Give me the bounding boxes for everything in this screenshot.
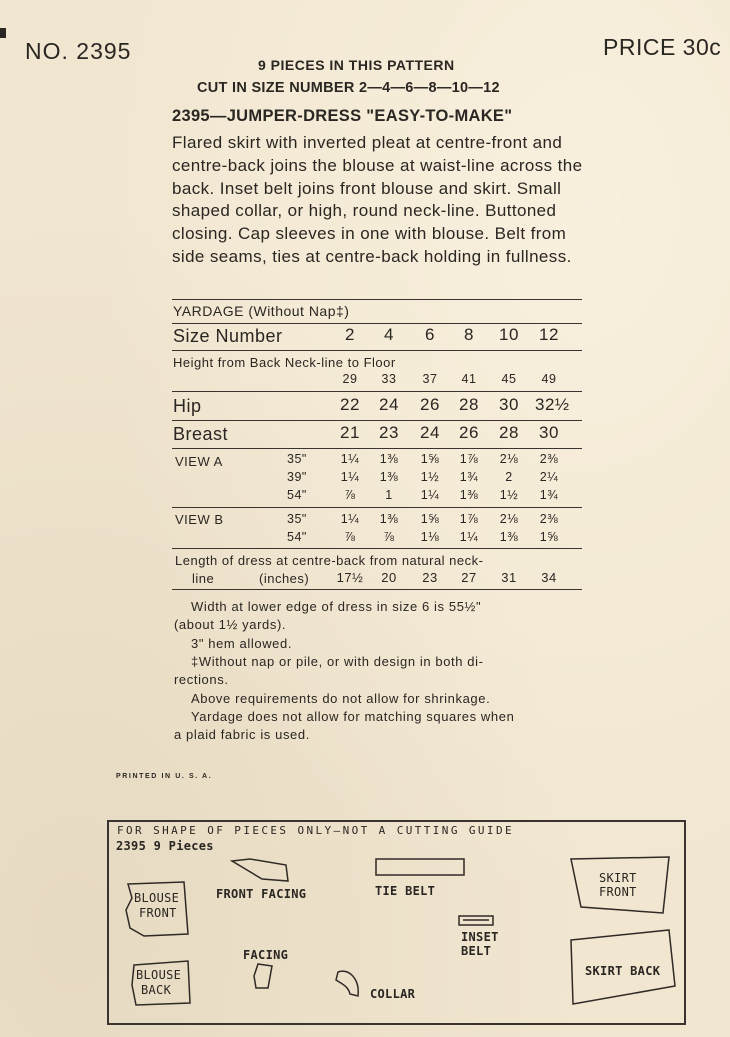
pieces-diagram — [107, 820, 686, 1025]
view-b-cell-1-2: 1⅛ — [420, 530, 440, 544]
length-cell-4: 31 — [501, 570, 517, 585]
view-b-cell-1-1: ⅞ — [383, 530, 395, 544]
view-a-cell-2-5: 1¾ — [539, 488, 559, 502]
height-cell-2: 37 — [422, 372, 438, 386]
view-a-cell-1-0: 1¼ — [340, 470, 360, 484]
length-cell-5: 34 — [541, 570, 557, 585]
view-a-width-2: 54" — [287, 488, 307, 502]
size-cell-1: 4 — [384, 325, 394, 344]
view-a-width-1: 39" — [287, 470, 307, 484]
note-width-1: Width at lower edge of dress in size 6 is 55½" — [191, 599, 482, 614]
facing-shape — [252, 962, 274, 992]
inset-belt-label-1: INSET — [461, 930, 499, 944]
pieces-box-count: 2395 9 Pieces — [116, 839, 214, 853]
blouse-front-label-1: BLOUSE — [134, 891, 180, 905]
view-a-cell-1-5: 2¼ — [539, 470, 559, 484]
view-b-cell-1-0: ⅞ — [344, 530, 356, 544]
breast-cell-3: 26 — [459, 423, 479, 442]
tie-belt-shape — [375, 857, 467, 877]
table-rule — [172, 323, 582, 324]
note-nap-2: rections. — [174, 672, 229, 687]
skirt-front-label-1: SKIRT — [599, 871, 637, 885]
view-a-cell-0-4: 2⅛ — [499, 452, 519, 466]
table-rule — [172, 507, 582, 508]
inset-belt-shape — [458, 914, 498, 928]
breast-cell-1: 23 — [379, 423, 399, 442]
height-cell-1: 33 — [381, 372, 397, 386]
size-cell-5: 12 — [539, 325, 559, 344]
height-cell-4: 45 — [501, 372, 517, 386]
note-plaid-2: a plaid fabric is used. — [174, 727, 310, 742]
collar-label: COLLAR — [370, 987, 416, 1001]
view-b-width-0: 35" — [287, 512, 307, 526]
view-b-cell-0-0: 1¼ — [340, 512, 360, 526]
table-rule — [172, 448, 582, 449]
view-a-cell-2-1: 1 — [385, 488, 393, 502]
view-b-cell-0-3: 1⅞ — [459, 512, 479, 526]
length-unit: (inches) — [259, 571, 310, 586]
printed-in-usa: PRINTED IN U. S. A. — [116, 773, 213, 780]
view-a-label: VIEW A — [175, 454, 223, 469]
note-shrink: Above requirements do not allow for shrinkage. — [191, 691, 491, 706]
pattern-number: NO. 2395 — [25, 38, 132, 64]
table-rule — [172, 299, 582, 300]
height-cell-0: 29 — [342, 372, 358, 386]
length-label-line1: Length of dress at centre-back from natural neck- — [175, 553, 484, 568]
hip-cell-1: 24 — [379, 395, 399, 414]
length-cell-0: 17½ — [336, 570, 364, 585]
table-rule — [172, 548, 582, 549]
height-cell-5: 49 — [541, 372, 557, 386]
view-a-cell-1-1: 1⅜ — [379, 470, 399, 484]
note-width-2: (about 1½ yards). — [174, 617, 287, 632]
length-cell-1: 20 — [381, 570, 397, 585]
price: PRICE 30c — [603, 34, 722, 60]
pattern-description: Flared skirt with inverted pleat at centre-front and centre-back joins the blouse at waist-line across the back. Inset belt joins front blouse and skirt. Small shaped collar, or high, round neck-line. Buttoned closing. Cap sleeves in one with blouse. Belt from side seams, ties at centre-back holding in fullness. — [172, 133, 583, 266]
view-b-cell-1-3: 1¼ — [459, 530, 479, 544]
view-a-cell-2-4: 1½ — [499, 488, 519, 502]
tie-belt-label: TIE BELT — [375, 884, 436, 898]
view-b-cell-0-4: 2⅛ — [499, 512, 519, 526]
size-cell-2: 6 — [425, 325, 435, 344]
blouse-back-label-2: BACK — [141, 983, 172, 997]
skirt-back-label: SKIRT BACK — [585, 964, 661, 978]
view-b-cell-0-5: 2⅜ — [539, 512, 559, 526]
view-b-cell-1-5: 1⅝ — [539, 530, 559, 544]
table-rule — [172, 391, 582, 392]
view-a-cell-0-0: 1¼ — [340, 452, 360, 466]
length-cell-2: 23 — [422, 570, 438, 585]
table-rule — [172, 350, 582, 351]
yardage-heading: YARDAGE (Without Nap‡) — [173, 303, 350, 319]
view-a-cell-1-2: 1½ — [420, 470, 440, 484]
facing-label: FACING — [243, 948, 289, 962]
height-label: Height from Back Neck-line to Floor — [173, 355, 396, 370]
breast-cell-2: 24 — [420, 423, 440, 442]
table-rule — [172, 589, 582, 590]
hip-cell-0: 22 — [340, 395, 360, 414]
height-cell-3: 41 — [461, 372, 477, 386]
pattern-title: 2395—JUMPER-DRESS "EASY-TO-MAKE" — [172, 107, 513, 125]
length-label-line2: line — [192, 571, 215, 586]
breast-cell-4: 28 — [499, 423, 519, 442]
skirt-front-label-2: FRONT — [599, 885, 637, 899]
note-nap-1: ‡Without nap or pile, or with design in both di- — [191, 654, 484, 669]
hip-cell-2: 26 — [420, 395, 440, 414]
table-rule — [172, 420, 582, 421]
size-label: Size Number — [173, 326, 283, 346]
view-b-cell-0-1: 1⅜ — [379, 512, 399, 526]
view-a-cell-2-3: 1⅜ — [459, 488, 479, 502]
view-a-cell-2-2: 1¼ — [420, 488, 440, 502]
view-a-cell-1-3: 1¾ — [459, 470, 479, 484]
view-a-width-0: 35" — [287, 452, 307, 466]
size-cell-4: 10 — [499, 325, 519, 344]
size-cell-0: 2 — [345, 325, 355, 344]
cut-sizes: CUT IN SIZE NUMBER 2—4—6—8—10—12 — [197, 80, 500, 96]
view-a-cell-0-5: 2⅜ — [539, 452, 559, 466]
inset-belt-label-2: BELT — [461, 944, 492, 958]
pieces-count: 9 PIECES IN THIS PATTERN — [258, 57, 455, 73]
hip-label: Hip — [173, 396, 202, 416]
length-cell-3: 27 — [461, 570, 477, 585]
view-a-cell-0-2: 1⅝ — [420, 452, 440, 466]
corner-mark — [0, 28, 6, 38]
view-a-cell-1-4: 2 — [505, 470, 513, 484]
blouse-front-label-2: FRONT — [139, 906, 177, 920]
collar-shape — [334, 968, 362, 1000]
breast-cell-5: 30 — [539, 423, 559, 442]
view-b-label: VIEW B — [175, 512, 224, 527]
view-a-cell-0-1: 1⅜ — [379, 452, 399, 466]
view-b-width-1: 54" — [287, 530, 307, 544]
front-facing-shape — [230, 857, 290, 883]
note-plaid-1: Yardage does not allow for matching squares when — [191, 709, 515, 724]
view-b-cell-0-2: 1⅝ — [420, 512, 440, 526]
breast-label: Breast — [173, 424, 229, 444]
breast-cell-0: 21 — [340, 423, 360, 442]
hip-cell-4: 30 — [499, 395, 519, 414]
note-hem: 3" hem allowed. — [191, 636, 293, 651]
view-b-cell-1-4: 1⅜ — [499, 530, 519, 544]
pieces-box-header: FOR SHAPE OF PIECES ONLY—NOT A CUTTING GUIDE — [117, 824, 514, 837]
blouse-back-label-1: BLOUSE — [136, 968, 182, 982]
view-a-cell-0-3: 1⅞ — [459, 452, 479, 466]
hip-cell-3: 28 — [459, 395, 479, 414]
view-a-cell-2-0: ⅞ — [344, 488, 356, 502]
front-facing-label: FRONT FACING — [216, 887, 307, 901]
size-cell-3: 8 — [464, 325, 474, 344]
hip-cell-5: 32½ — [535, 395, 570, 414]
